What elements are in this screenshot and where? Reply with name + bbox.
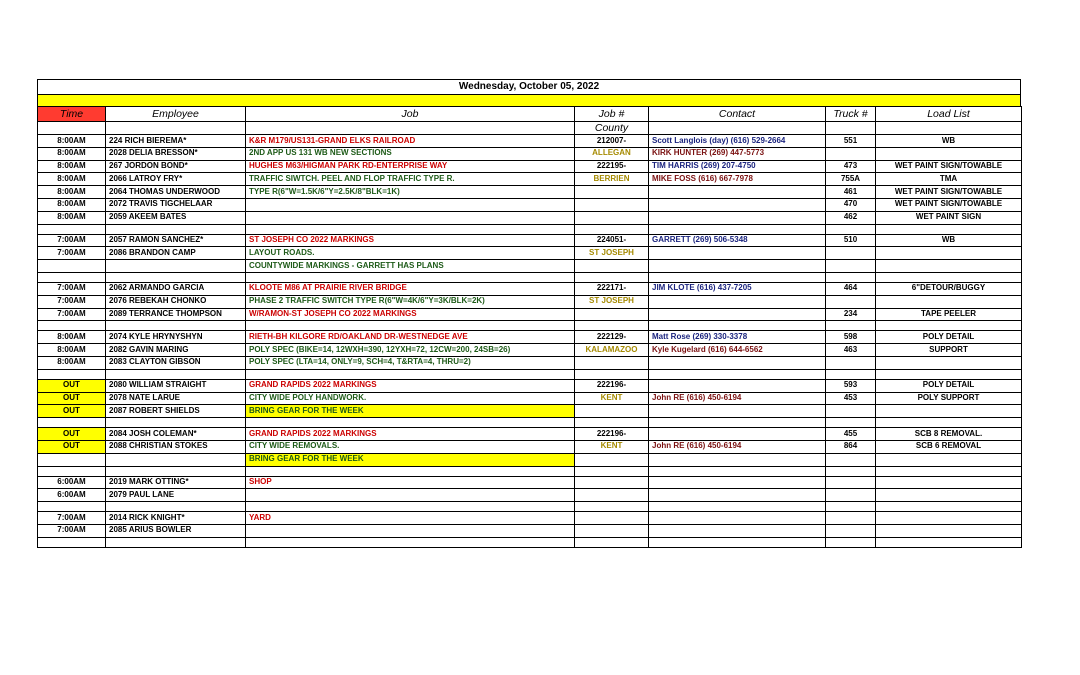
spacer-row: [38, 502, 1022, 512]
cell-load-list: [876, 321, 1022, 331]
cell-job: YARD: [246, 512, 575, 525]
cell-job: RIETH-BH KILGORE RD/OAKLAND DR-WESTNEDGE AVE: [246, 331, 575, 344]
cell-job-number: [575, 272, 649, 282]
table-row: [38, 308, 1022, 321]
cell-load-list: POLY SUPPORT: [876, 392, 1022, 405]
cell-truck: 470: [826, 198, 876, 211]
table-row: [38, 198, 1022, 211]
cell-job-number: [575, 512, 649, 525]
cell-job-number: [575, 453, 649, 466]
cell-job-number: KENT: [575, 440, 649, 453]
table-row: [38, 173, 1022, 186]
cell-job: POLY SPEC (BIKE=14, 12WXH=390, 12YXH=72, 12CW=200, 24SB=26): [246, 344, 575, 357]
spacer-row: [38, 418, 1022, 428]
cell-employee: 2085 ARIUS BOWLER: [106, 524, 246, 537]
cell-load-list: SCB 8 REMOVAL.: [876, 428, 1022, 441]
cell-contact: [649, 476, 826, 489]
cell-job-number: 222196-: [575, 379, 649, 392]
cell-employee: [106, 502, 246, 512]
spacer-row: [38, 224, 1022, 234]
cell-time: OUT: [38, 405, 106, 418]
cell-job: [246, 537, 575, 547]
cell-contact: [649, 369, 826, 379]
cell-load-list: SUPPORT: [876, 344, 1022, 357]
cell-employee: 2086 BRANDON CAMP: [106, 247, 246, 260]
cell-job-number: 224051-: [575, 234, 649, 247]
cell-contact: Matt Rose (269) 330-3378: [649, 331, 826, 344]
cell-job-number: [575, 198, 649, 211]
cell-job: 2ND APP US 131 WB NEW SECTIONS: [246, 147, 575, 160]
cell-truck: [826, 537, 876, 547]
cell-job-number: ST JOSEPH: [575, 295, 649, 308]
cell-contact: [649, 186, 826, 199]
cell-truck: [826, 418, 876, 428]
cell-job-number: [575, 405, 649, 418]
cell-truck: 464: [826, 282, 876, 295]
cell-employee: [106, 224, 246, 234]
cell-time: 7:00AM: [38, 524, 106, 537]
cell-time: 8:00AM: [38, 147, 106, 160]
cell-job-number: [575, 466, 649, 476]
cell-employee: [106, 453, 246, 466]
cell-load-list: [876, 537, 1022, 547]
cell-job: [246, 369, 575, 379]
cell-truck: [826, 295, 876, 308]
table-row: [38, 160, 1022, 173]
cell-load-list: [876, 147, 1022, 160]
cell-time: [38, 260, 106, 273]
cell-job: [246, 224, 575, 234]
spacer-row: [38, 272, 1022, 282]
table-row: [38, 428, 1022, 441]
cell-job-number: 222195-: [575, 160, 649, 173]
cell-truck: 453: [826, 392, 876, 405]
cell-employee: 2019 MARK OTTING*: [106, 476, 246, 489]
cell-employee: 2089 TERRANCE THOMPSON: [106, 308, 246, 321]
cell-time: OUT: [38, 392, 106, 405]
table-row: [38, 260, 1022, 273]
cell-employee: 2088 CHRISTIAN STOKES: [106, 440, 246, 453]
cell-job-number: 222171-: [575, 282, 649, 295]
cell-job: BRING GEAR FOR THE WEEK: [246, 453, 575, 466]
cell-truck: 461: [826, 186, 876, 199]
cell-job-number: [575, 369, 649, 379]
cell-employee: 2057 RAMON SANCHEZ*: [106, 234, 246, 247]
cell-truck: 551: [826, 135, 876, 148]
cell-employee: 2083 CLAYTON GIBSON: [106, 356, 246, 369]
cell-employee: [106, 466, 246, 476]
cell-contact: [649, 428, 826, 441]
cell-load-list: SCB 6 REMOVAL: [876, 440, 1022, 453]
cell-job-number: [575, 211, 649, 224]
cell-contact: [649, 308, 826, 321]
cell-contact: [649, 502, 826, 512]
cell-job-number: ST JOSEPH: [575, 247, 649, 260]
table-row: [38, 282, 1022, 295]
cell-job-number: [575, 321, 649, 331]
cell-job: [246, 466, 575, 476]
cell-load-list: WB: [876, 135, 1022, 148]
schedule-table: [37, 106, 1022, 548]
cell-employee: 2087 ROBERT SHIELDS: [106, 405, 246, 418]
cell-contact: [649, 224, 826, 234]
cell-employee: 2084 JOSH COLEMAN*: [106, 428, 246, 441]
table-row: [38, 476, 1022, 489]
subheader-row: [38, 122, 1022, 135]
cell-job: [246, 524, 575, 537]
cell-contact: [649, 466, 826, 476]
cell-job: KLOOTE M86 AT PRAIRIE RIVER BRIDGE: [246, 282, 575, 295]
cell-job-number: [575, 537, 649, 547]
cell-job: SHOP: [246, 476, 575, 489]
header-employee: Employee: [106, 107, 246, 122]
cell-job-number: KENT: [575, 392, 649, 405]
cell-load-list: [876, 295, 1022, 308]
cell-load-list: [876, 524, 1022, 537]
cell-truck: [826, 260, 876, 273]
cell-job-number: [575, 356, 649, 369]
cell-job: [246, 502, 575, 512]
cell-time: 8:00AM: [38, 356, 106, 369]
cell-employee: 2078 NATE LARUE: [106, 392, 246, 405]
cell-load-list: POLY DETAIL: [876, 379, 1022, 392]
cell-truck: 234: [826, 308, 876, 321]
cell-time: 8:00AM: [38, 211, 106, 224]
cell-load-list: WET PAINT SIGN/TOWABLE: [876, 198, 1022, 211]
cell-time: 7:00AM: [38, 282, 106, 295]
sheet-title: Wednesday, October 05, 2022: [37, 79, 1021, 94]
table-row: [38, 356, 1022, 369]
schedule-body: [38, 135, 1022, 548]
cell-job: [246, 272, 575, 282]
cell-employee: 2082 GAVIN MARING: [106, 344, 246, 357]
cell-time: 7:00AM: [38, 234, 106, 247]
table-row: [38, 234, 1022, 247]
cell-job-number: 222196-: [575, 428, 649, 441]
header-time: Time: [38, 107, 106, 122]
cell-job-number: BERRIEN: [575, 173, 649, 186]
cell-truck: 473: [826, 160, 876, 173]
cell-time: [38, 537, 106, 547]
cell-job-number: 212007-: [575, 135, 649, 148]
cell-job: COUNTYWIDE MARKINGS - GARRETT HAS PLANS: [246, 260, 575, 273]
cell-truck: [826, 476, 876, 489]
cell-load-list: [876, 224, 1022, 234]
table-row: [38, 331, 1022, 344]
table-row: [38, 524, 1022, 537]
cell-truck: [826, 356, 876, 369]
cell-job: [246, 211, 575, 224]
cell-contact: JIM KLOTE (616) 437-7205: [649, 282, 826, 295]
cell-contact: MIKE FOSS (616) 667-7978: [649, 173, 826, 186]
spacer-row: [38, 321, 1022, 331]
cell-time: OUT: [38, 440, 106, 453]
table-row: [38, 295, 1022, 308]
cell-time: [38, 224, 106, 234]
cell-contact: [649, 272, 826, 282]
cell-employee: 2064 THOMAS UNDERWOOD: [106, 186, 246, 199]
cell-time: 7:00AM: [38, 308, 106, 321]
cell-truck: 864: [826, 440, 876, 453]
cell-job-number: KALAMAZOO: [575, 344, 649, 357]
cell-job: PHASE 2 TRAFFIC SWITCH TYPE R(6"W=4K/6"Y=3K/BLK=2K): [246, 295, 575, 308]
spacer-row: [38, 466, 1022, 476]
cell-job: BRING GEAR FOR THE WEEK: [246, 405, 575, 418]
cell-load-list: [876, 369, 1022, 379]
cell-job: POLY SPEC (LTA=14, ONLY=9, SCH=4, T&RTA=4, THRU=2): [246, 356, 575, 369]
cell-contact: [649, 321, 826, 331]
cell-truck: 510: [826, 234, 876, 247]
cell-load-list: 6"DETOUR/BUGGY: [876, 282, 1022, 295]
cell-job: GRAND RAPIDS 2022 MARKINGS: [246, 428, 575, 441]
table-row: [38, 489, 1022, 502]
cell-contact: [649, 537, 826, 547]
cell-employee: [106, 321, 246, 331]
cell-time: 7:00AM: [38, 512, 106, 525]
cell-truck: [826, 502, 876, 512]
table-row: [38, 379, 1022, 392]
cell-job: CITY WIDE POLY HANDWORK.: [246, 392, 575, 405]
cell-job-number: [575, 308, 649, 321]
cell-job: K&R M179/US131-GRAND ELKS RAILROAD: [246, 135, 575, 148]
cell-load-list: [876, 512, 1022, 525]
header-row: [38, 107, 1022, 122]
cell-contact: [649, 211, 826, 224]
cell-employee: [106, 418, 246, 428]
cell-job-number: [575, 186, 649, 199]
cell-job-number: [575, 418, 649, 428]
cell-contact: [649, 512, 826, 525]
cell-time: [38, 502, 106, 512]
cell-employee: 2074 KYLE HRYNYSHYN: [106, 331, 246, 344]
cell-truck: [826, 247, 876, 260]
cell-time: OUT: [38, 379, 106, 392]
cell-time: OUT: [38, 428, 106, 441]
cell-load-list: [876, 260, 1022, 273]
cell-employee: 2076 REBEKAH CHONKO: [106, 295, 246, 308]
table-row: [38, 344, 1022, 357]
schedule-sheet: [37, 79, 1021, 548]
cell-time: 8:00AM: [38, 344, 106, 357]
table-row: [38, 135, 1022, 148]
cell-contact: [649, 379, 826, 392]
header-job-number: Job #: [575, 107, 649, 122]
cell-time: 6:00AM: [38, 476, 106, 489]
header-contact: Contact: [649, 107, 826, 122]
cell-truck: 598: [826, 331, 876, 344]
cell-time: [38, 466, 106, 476]
cell-contact: TIM HARRIS (269) 207-4750: [649, 160, 826, 173]
cell-time: 6:00AM: [38, 489, 106, 502]
cell-job-number: ALLEGAN: [575, 147, 649, 160]
cell-contact: John RE (616) 450-6194: [649, 392, 826, 405]
cell-job-number: [575, 524, 649, 537]
cell-load-list: WET PAINT SIGN: [876, 211, 1022, 224]
cell-job: ST JOSEPH CO 2022 MARKINGS: [246, 234, 575, 247]
cell-load-list: [876, 466, 1022, 476]
cell-job: TYPE R(6"W=1.5K/6"Y=2.5K/8"BLK=1K): [246, 186, 575, 199]
cell-load-list: [876, 405, 1022, 418]
table-row: [38, 453, 1022, 466]
cell-contact: [649, 247, 826, 260]
cell-contact: [649, 198, 826, 211]
cell-employee: 2072 TRAVIS TIGCHELAAR: [106, 198, 246, 211]
table-row: [38, 247, 1022, 260]
cell-time: 7:00AM: [38, 247, 106, 260]
cell-contact: [649, 453, 826, 466]
cell-truck: [826, 489, 876, 502]
cell-load-list: TMA: [876, 173, 1022, 186]
cell-truck: [826, 321, 876, 331]
cell-time: 8:00AM: [38, 135, 106, 148]
cell-load-list: [876, 476, 1022, 489]
cell-employee: [106, 272, 246, 282]
cell-truck: [826, 453, 876, 466]
header-load-list: Load List: [876, 107, 1022, 122]
cell-contact: John RE (616) 450-6194: [649, 440, 826, 453]
cell-employee: 2059 AKEEM BATES: [106, 211, 246, 224]
cell-contact: [649, 295, 826, 308]
cell-contact: [649, 405, 826, 418]
cell-job: LAYOUT ROADS.: [246, 247, 575, 260]
cell-employee: [106, 537, 246, 547]
cell-time: 7:00AM: [38, 295, 106, 308]
cell-truck: 593: [826, 379, 876, 392]
cell-employee: [106, 260, 246, 273]
cell-truck: [826, 512, 876, 525]
table-row: [38, 147, 1022, 160]
table-row: [38, 405, 1022, 418]
cell-contact: KIRK HUNTER (269) 447-5773: [649, 147, 826, 160]
cell-contact: [649, 356, 826, 369]
cell-time: [38, 369, 106, 379]
cell-truck: 462: [826, 211, 876, 224]
cell-job: [246, 418, 575, 428]
cell-load-list: POLY DETAIL: [876, 331, 1022, 344]
table-row: [38, 186, 1022, 199]
table-row: [38, 211, 1022, 224]
cell-time: [38, 453, 106, 466]
cell-time: [38, 418, 106, 428]
cell-time: 8:00AM: [38, 160, 106, 173]
cell-load-list: [876, 356, 1022, 369]
cell-time: [38, 272, 106, 282]
cell-job: [246, 321, 575, 331]
title-highlight-band: [37, 94, 1021, 106]
cell-job: HUGHES M63/HIGMAN PARK RD-ENTERPRISE WAY: [246, 160, 575, 173]
cell-truck: [826, 147, 876, 160]
table-row: [38, 392, 1022, 405]
cell-job: [246, 198, 575, 211]
cell-time: 8:00AM: [38, 331, 106, 344]
cell-job-number: 222129-: [575, 331, 649, 344]
table-row: [38, 440, 1022, 453]
cell-employee: 2014 RICK KNIGHT*: [106, 512, 246, 525]
cell-employee: 2062 ARMANDO GARCIA: [106, 282, 246, 295]
header-truck: Truck #: [826, 107, 876, 122]
cell-job: [246, 489, 575, 502]
cell-employee: 2028 DELIA BRESSON*: [106, 147, 246, 160]
cell-contact: GARRETT (269) 506-5348: [649, 234, 826, 247]
header-county: County: [575, 122, 649, 135]
cell-truck: 755A: [826, 173, 876, 186]
cell-load-list: WB: [876, 234, 1022, 247]
cell-time: 8:00AM: [38, 186, 106, 199]
cell-load-list: [876, 453, 1022, 466]
cell-job-number: [575, 476, 649, 489]
cell-contact: [649, 524, 826, 537]
cell-employee: 267 JORDON BOND*: [106, 160, 246, 173]
cell-contact: [649, 489, 826, 502]
cell-truck: [826, 224, 876, 234]
table-row: [38, 512, 1022, 525]
cell-load-list: [876, 418, 1022, 428]
cell-employee: 224 RICH BIEREMA*: [106, 135, 246, 148]
cell-truck: [826, 272, 876, 282]
cell-load-list: [876, 489, 1022, 502]
cell-employee: [106, 369, 246, 379]
cell-job-number: [575, 502, 649, 512]
cell-contact: Kyle Kugelard (616) 644-6562: [649, 344, 826, 357]
cell-load-list: WET PAINT SIGN/TOWABLE: [876, 186, 1022, 199]
cell-load-list: [876, 247, 1022, 260]
cell-contact: [649, 418, 826, 428]
cell-contact: [649, 260, 826, 273]
cell-time: [38, 321, 106, 331]
cell-job-number: [575, 224, 649, 234]
spacer-row: [38, 369, 1022, 379]
cell-truck: 455: [826, 428, 876, 441]
cell-load-list: TAPE PEELER: [876, 308, 1022, 321]
cell-truck: [826, 369, 876, 379]
cell-job-number: [575, 489, 649, 502]
cell-job: W/RAMON-ST JOSEPH CO 2022 MARKINGS: [246, 308, 575, 321]
cell-employee: 2079 PAUL LANE: [106, 489, 246, 502]
header-job: Job: [246, 107, 575, 122]
cell-employee: 2066 LATROY FRY*: [106, 173, 246, 186]
cell-employee: 2080 WILLIAM STRAIGHT: [106, 379, 246, 392]
cell-job-number: [575, 260, 649, 273]
cell-load-list: [876, 272, 1022, 282]
cell-job: TRAFFIC SIWTCH. PEEL AND FLOP TRAFFIC TYPE R.: [246, 173, 575, 186]
cell-truck: [826, 405, 876, 418]
cell-truck: 463: [826, 344, 876, 357]
cell-truck: [826, 466, 876, 476]
cell-contact: Scott Langlois (day) (616) 529-2664: [649, 135, 826, 148]
spacer-row: [38, 537, 1022, 547]
cell-time: 8:00AM: [38, 198, 106, 211]
cell-time: 8:00AM: [38, 173, 106, 186]
cell-truck: [826, 524, 876, 537]
cell-load-list: WET PAINT SIGN/TOWABLE: [876, 160, 1022, 173]
cell-job: CITY WIDE REMOVALS.: [246, 440, 575, 453]
cell-load-list: [876, 502, 1022, 512]
cell-job: GRAND RAPIDS 2022 MARKINGS: [246, 379, 575, 392]
